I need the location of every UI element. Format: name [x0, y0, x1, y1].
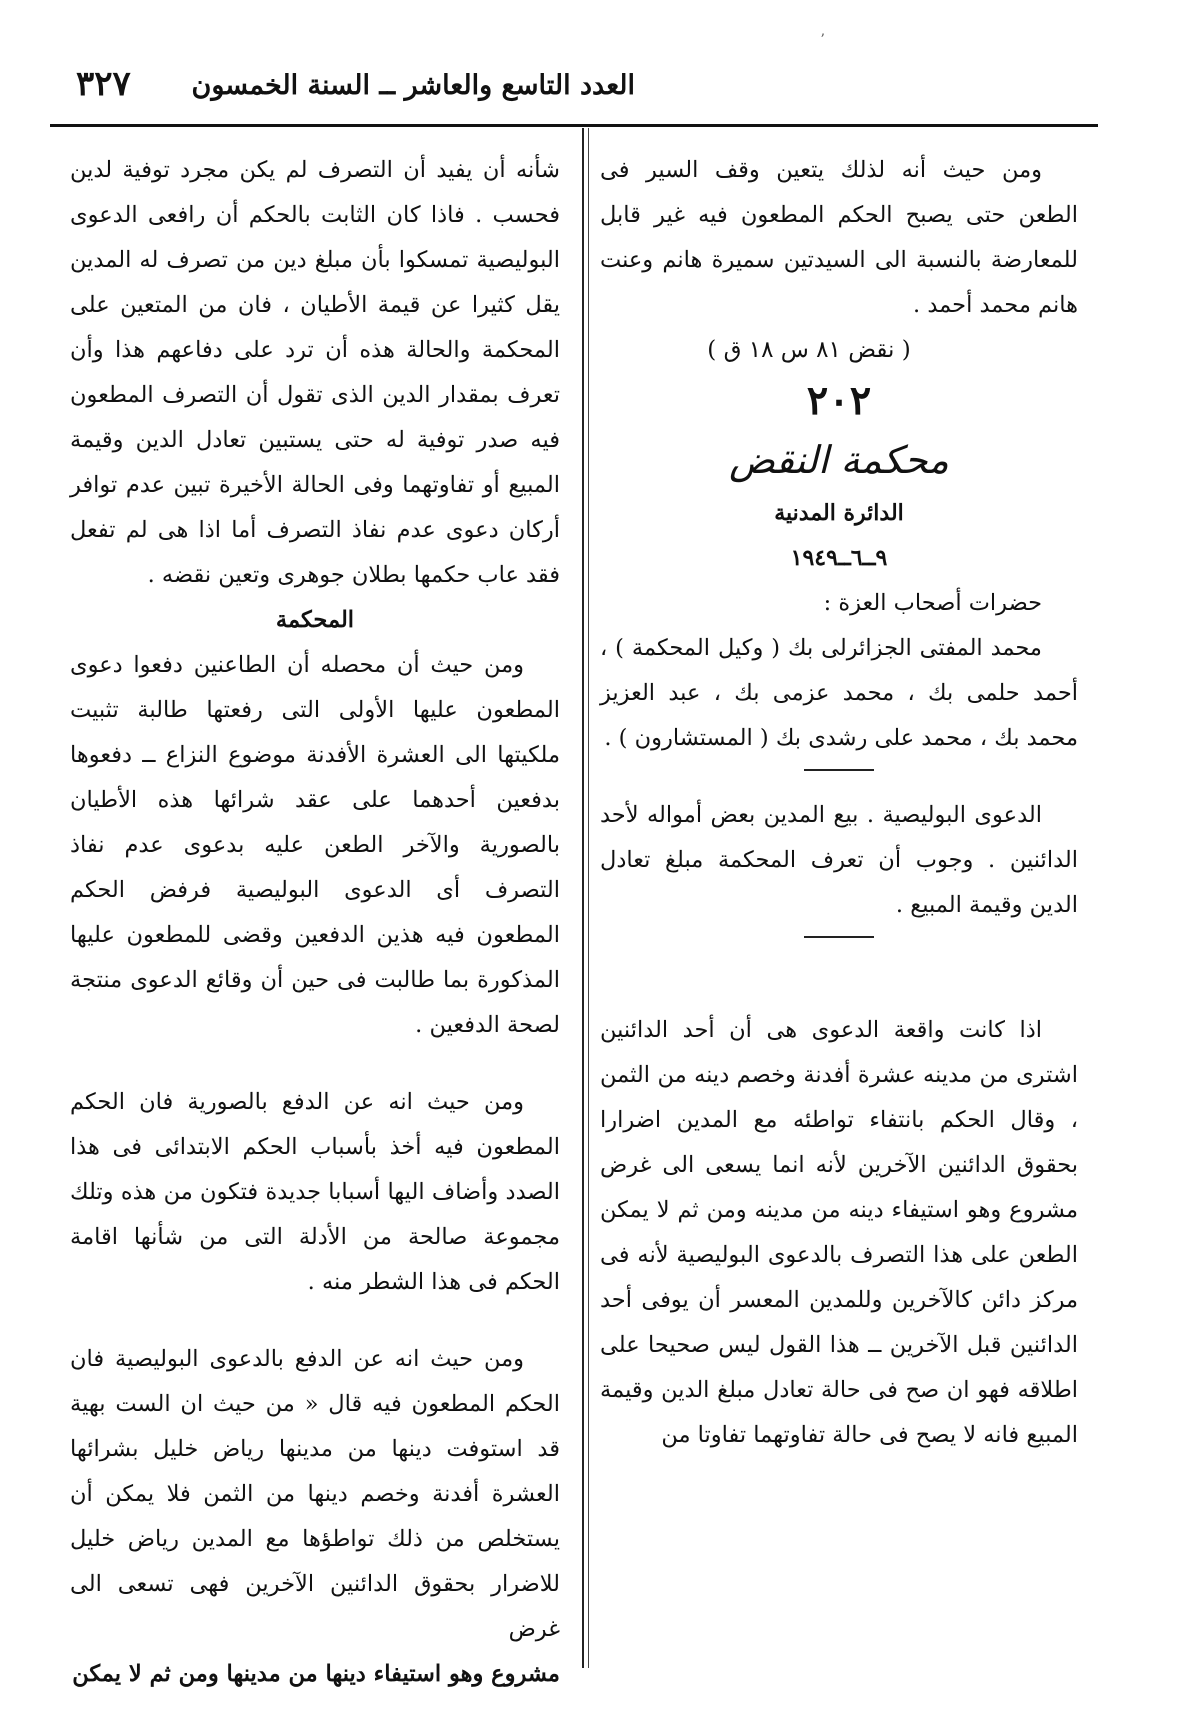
closing-paragraph: ومن حيث أنه لذلك يتعين وقف السير فى الطعن حتى يصبح الحكم المطعون فيه غير قابل للمعارضة بالنسبة الى السيدتين سميرة هانم وعنت هانم محمد أحمد . — [600, 157, 1078, 318]
reasons-paragraph: ومن حيث انه عن الدفع بالدعوى البوليصية فان الحكم المطعون فيه قال « من حيث ان الست بهية قد استوفت دينها من مدينها رياض خليل بشرائها العشرة أفدنة وخصم دينها من الثمن فلا يمكن أن يستخلص من ذلك تواطؤها مع المدين رياض خليل للاضرار بحقوق الدائنين الآخرين فهى تسعى الى غرض — [70, 1346, 560, 1642]
judgment-date: ٩ــ٦ــ١٩٤٩ — [790, 545, 888, 571]
column-divider-inner — [588, 128, 589, 1668]
court-circuit: الدائرة المدنية — [774, 500, 904, 526]
header-rule — [50, 124, 1098, 127]
case-reference: ( نقض ٨١ س ١٨ ق ) — [707, 337, 911, 363]
reasons-paragraph: ومن حيث أن محصله أن الطاعنين دفعوا دعوى المطعون عليها الأولى التى رفعتها طالبة تثبيت ملكيتها الى العشرة الأفدنة موضوع النزاع ــ دفعوها بدفعين أحدهما على عقد شرائها هذه الأطيان بالصورية والآخر الطعن عليه بدعوى عدم نفاذ التصرف أى الدعوى البوليصية فرفض الحكم المطعون فيه هذين الدفعين وقضى للمطعون عليها المذكورة بما طالبت فى حين أن وقائع الدعوى منتجة لصحة الدفعين . — [70, 652, 560, 1038]
principle-paragraph: اذا كانت واقعة الدعوى هى أن أحد الدائنين اشترى من مدينه عشرة أفدنة وخصم دينه من الثمن ، وقال الحكم بانتفاء تواطئه مع المدين اضرارا بحقوق الدائنين الآخرين لأنه انما يسعى الى غرض مشروع وهو استيفاء دينه من مدينه ومن ثم لا يمكن الطعن على هذا التصرف بالدعوى البوليصية لأنه فى مركز دائن كالآخرين وللمدين المعسر أن يوفى أحد الدائنين قبل الآخرين ــ هذا القول ليس صحيحا على اطلاقه فهو ان صح فى حالة تعادل مبلغ الدين وقيمة المبيع فانه لا يصح فى حالة تفاوتهما تفاوتا من — [600, 1017, 1078, 1448]
left-column — [70, 148, 560, 1697]
present-label: حضرات أصحاب العزة : — [823, 590, 1042, 616]
court-name: محكمة النقض — [729, 438, 949, 482]
column-divider — [582, 128, 584, 1668]
separator-rule — [804, 936, 874, 938]
reasons-paragraph-last-line: مشروع وهو استيفاء دينها من مدينها ومن ثم لا يمكن — [72, 1661, 560, 1687]
judges-list: محمد المفتى الجزائرلى بك ( وكيل المحكمة ) ، أحمد حلمى بك ، محمد عزمى بك ، عبد العزيز محمد بك ، محمد على رشدى بك ( المستشارون ) . — [600, 635, 1078, 751]
headnote: الدعوى البوليصية . بيع المدين بعض أمواله لأحد الدائنين . وجوب أن تعرف المحكمة مبلغ تعادل الدين وقيمة المبيع . — [600, 802, 1078, 918]
stray-mark: ʼ — [820, 32, 825, 48]
separator-rule — [804, 769, 874, 771]
case-number: ٢٠٢ — [806, 377, 872, 424]
page-number: ٣٢٧ — [76, 64, 131, 104]
right-column — [600, 148, 1078, 1458]
principle-continuation: شأنه أن يفيد أن التصرف لم يكن مجرد توفية لدين فحسب . فاذا كان الثابت بالحكم أن رافعى الدعوى البوليصية تمسكوا بأن مبلغ دين من تصرف له المدين يقل كثيرا عن قيمة الأطيان ، فان من المتعين على المحكمة والحالة هذه أن ترد على دفاعهم هذا وأن تعرف بمقدار الدين الذى تقول أن التصرف المطعون فيه صدر توفية له حتى يستبين تعادل الدين وقيمة المبيع أو تفاوتهما وفى الحالة الأخيرة تبين عدم توافر أركان دعوى عدم نفاذ التصرف أما اذا هى لم تفعل فقد عاب حكمها بطلان جوهرى وتعين نقضه . — [70, 157, 560, 588]
section-heading: المحكمة — [275, 607, 355, 633]
reasons-paragraph: ومن حيث انه عن الدفع بالصورية فان الحكم المطعون فيه أخذ بأسباب الحكم الابتدائى فى هذا الصدد وأضاف اليها أسبابا جديدة فتكون من هذه وتلك مجموعة صالحة من الأدلة التى من شأنها اقامة الحكم فى هذا الشطر منه . — [70, 1089, 560, 1295]
journal-issue-title: العدد التاسع والعاشر ــ السنة الخمسون — [191, 70, 635, 101]
page-header — [50, 64, 1090, 114]
